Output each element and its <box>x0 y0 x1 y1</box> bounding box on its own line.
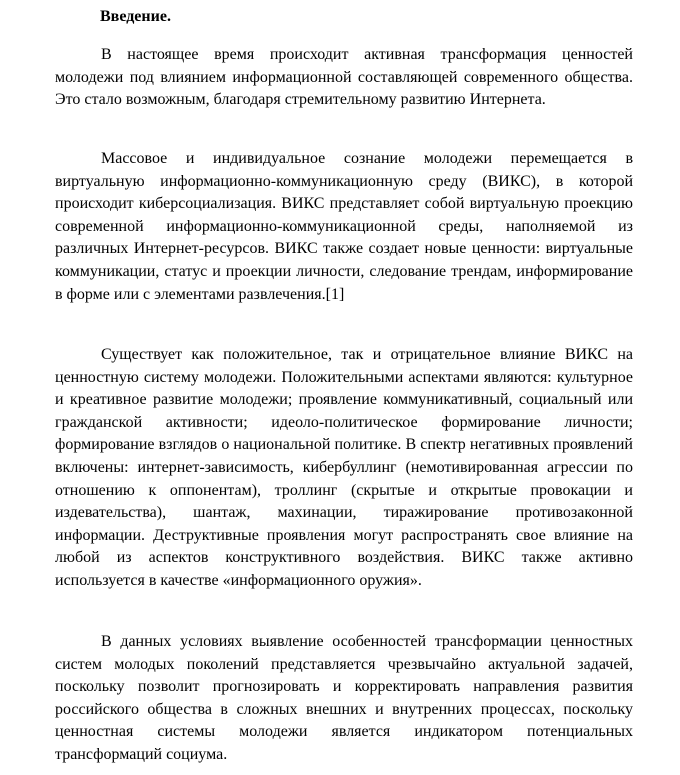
paragraph-4: В данных условиях выявление особенностей трансформации ценностных систем молодых поколений представляется чрезвычайно актуальной задачей, поскольку позволит прогнозировать и корректировать направления развития российского общества в сложных внешних и внутренних процессах, поскольку ценностная системы молодежи является индикатором потенциальных трансформаций социума. <box>55 633 633 763</box>
paragraph-3: Существует как положительное, так и отрицательное влияние ВИКС на ценностную систему молодежи. Положительными аспектами являются: культурное и креативное развитие молодежи; проявление коммуникативный, социальный или гражданской активности; идеоло-политическое формирование личности; формирование взглядов о национальной политике. В спектр негативных проявлений включены: интернет-зависимость, кибербуллинг (немотивированная агрессии по отношению к оппонентам), троллинг (скрытые и открытые провокации и издевательства), шантаж, махинации, тиражирование противозаконной информации. Деструктивные проявления могут распространять свое влияние на любой из аспектов конструктивного воздействия. ВИКС также активно используется в качестве «информационного оружия». <box>55 346 633 589</box>
paragraph-2: Массовое и индивидуальное сознание молодежи перемещается в виртуальную информационно-коммуникационную среду (ВИКС), в которой происходит киберсоциализация. ВИКС представляет собой виртуальную проекцию современной информационно-коммуникационной среды, наполняемой из различных Интернет-ресурсов. ВИКС также создает новые ценности: виртуальные коммуникации, статус и проекции личности, следование трендам, информирование в форме или с элементами развлечения.[1] <box>55 150 633 303</box>
section-heading: Введение. <box>100 8 171 25</box>
paragraph-1: В настоящее время происходит активная трансформация ценностей молодежи под влиянием информационной составляющей современного общества. Это стало возможным, благодаря стремительному развитию Интернета. <box>55 46 633 109</box>
